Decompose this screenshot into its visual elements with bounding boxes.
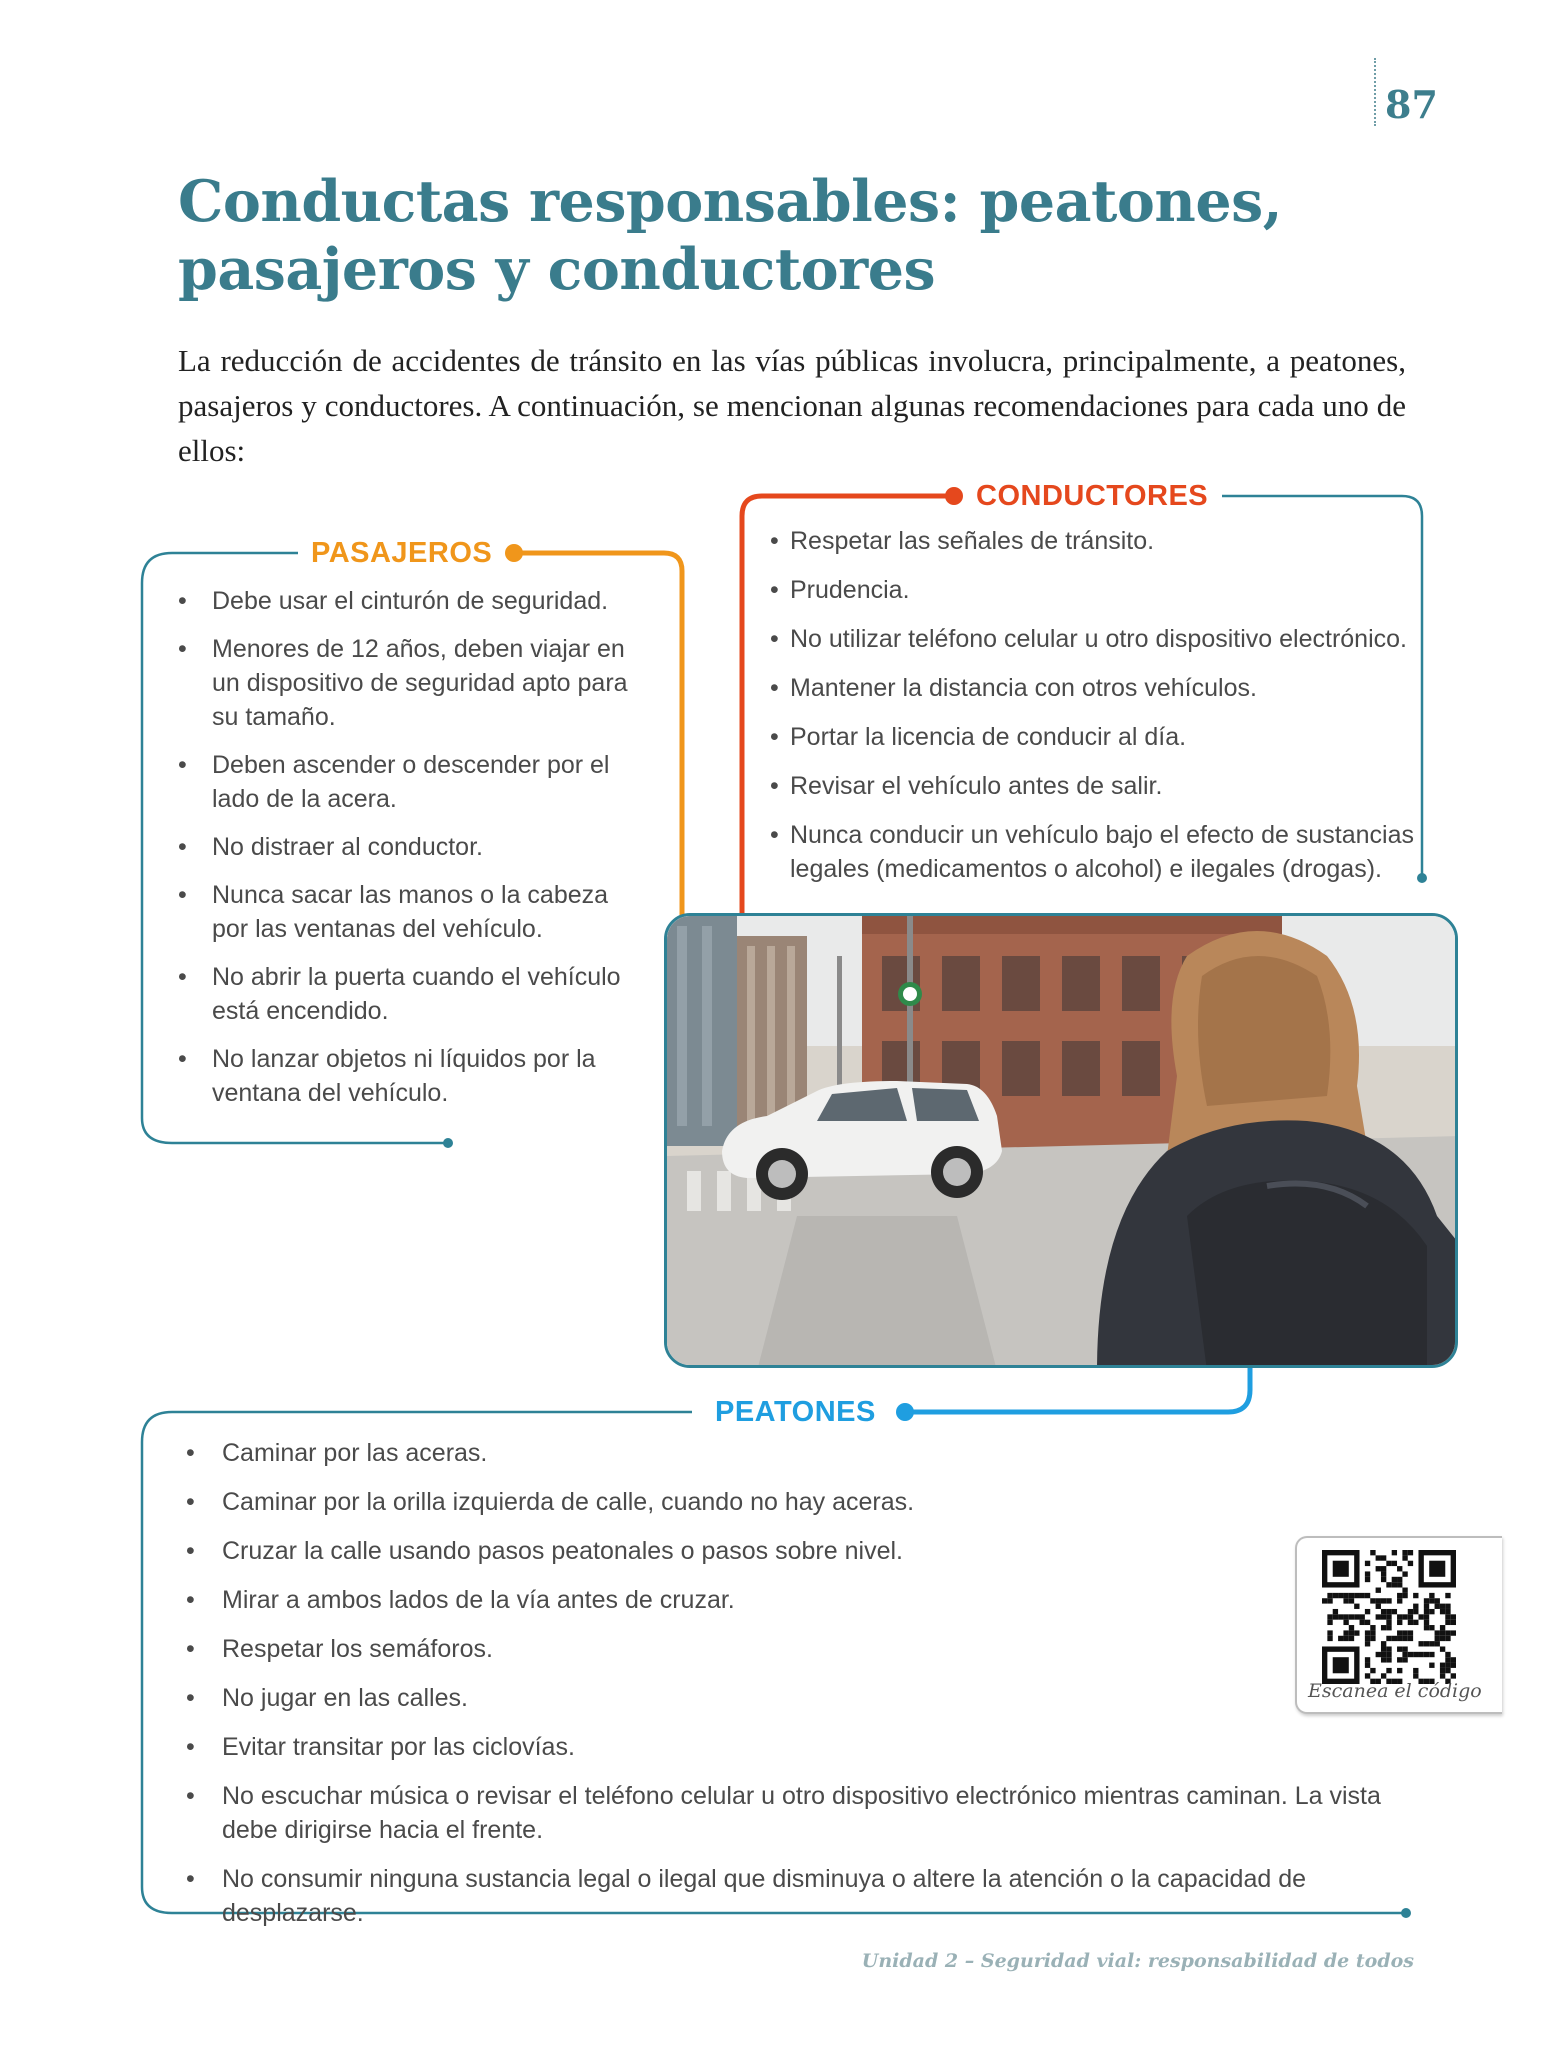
list-item: • Prudencia. [770,573,1415,607]
list-item: • Deben ascender o descender por el lado de la acera. [176,748,636,816]
list-item: • Menores de 12 años, deben viajar en un dispositivo de seguridad apto para su tamaño. [176,632,636,734]
qr-caption: Escanea el código [1308,1680,1482,1702]
peatones-heading: PEATONES [715,1396,876,1428]
list-item: • Revisar el vehículo antes de salir. [770,769,1415,803]
list-item: • Evitar transitar por las ciclovías. [180,1730,1410,1764]
list-item: • Cruzar la calle usando pasos peatonales o pasos sobre nivel. [180,1534,1410,1568]
conductores-dot [945,487,963,505]
list-item: • No escuchar música o revisar el teléfono celular u otro dispositivo electrónico mientras caminan. La vista debe dirigirse hacia el frente. [180,1779,1422,1847]
conductores-heading: CONDUCTORES [976,480,1209,512]
street-scene-illustration [667,916,1458,1368]
list-item: • Respetar los semáforos. [180,1632,1410,1666]
pasajeros-list [176,584,636,1124]
list-item: • Respetar las señales de tránsito. [770,524,1415,558]
qr-code-icon[interactable] [1322,1550,1456,1684]
list-item: • Caminar por la orilla izquierda de calle, cuando no hay aceras. [180,1485,1410,1519]
list-item: • Portar la licencia de conducir al día. [770,720,1415,754]
list-item: • No lanzar objetos ni líquidos por la ventana del vehículo. [176,1042,636,1110]
list-item: • No jugar en las calles. [180,1681,1410,1715]
footer-running-title: Unidad 2 – Seguridad vial: responsabilidad de todos [861,1950,1414,1972]
conductores-list [770,524,1415,901]
list-item: • Nunca conducir un vehículo bajo el efecto de sustancias legales (medicamentos o alcohol) e ilegales (drogas). [770,818,1415,886]
intro-paragraph: La reducción de accidentes de tránsito en las vías públicas involucra, principalmente, a peatones, pasajeros y conductores. A continuación, se mencionan algunas recomendaciones para cada uno de ellos: [178,343,1406,468]
page-title: Conductas responsables: peatones, pasajeros y conductores [178,168,1283,303]
list-item: • Mantener la distancia con otros vehículos. [770,671,1415,705]
conductores-frame-end-dot [1417,873,1427,883]
peatones-dot [896,1403,914,1421]
pasajeros-frame-end-dot [443,1138,453,1148]
list-item: • No utilizar teléfono celular u otro dispositivo electrónico. [770,622,1415,656]
list-item: • Nunca sacar las manos o la cabeza por las ventanas del vehículo. [176,878,636,946]
list-item: • No consumir ninguna sustancia legal o ilegal que disminuya o altere la atención o la capacidad de desplazarse. [180,1862,1410,1930]
page-number: 87 [1385,82,1438,127]
street-photo [664,913,1458,1368]
peatones-list [180,1436,1410,1945]
list-item: • No distraer al conductor. [176,830,636,864]
pasajeros-heading: PASAJEROS [311,537,493,569]
pasajeros-dot [505,544,523,562]
list-item: • Caminar por las aceras. [180,1436,1410,1470]
list-item: • No abrir la puerta cuando el vehículo está encendido. [176,960,636,1028]
list-item: • Debe usar el cinturón de seguridad. [176,584,636,618]
list-item: • Mirar a ambos lados de la vía antes de cruzar. [180,1583,1410,1617]
